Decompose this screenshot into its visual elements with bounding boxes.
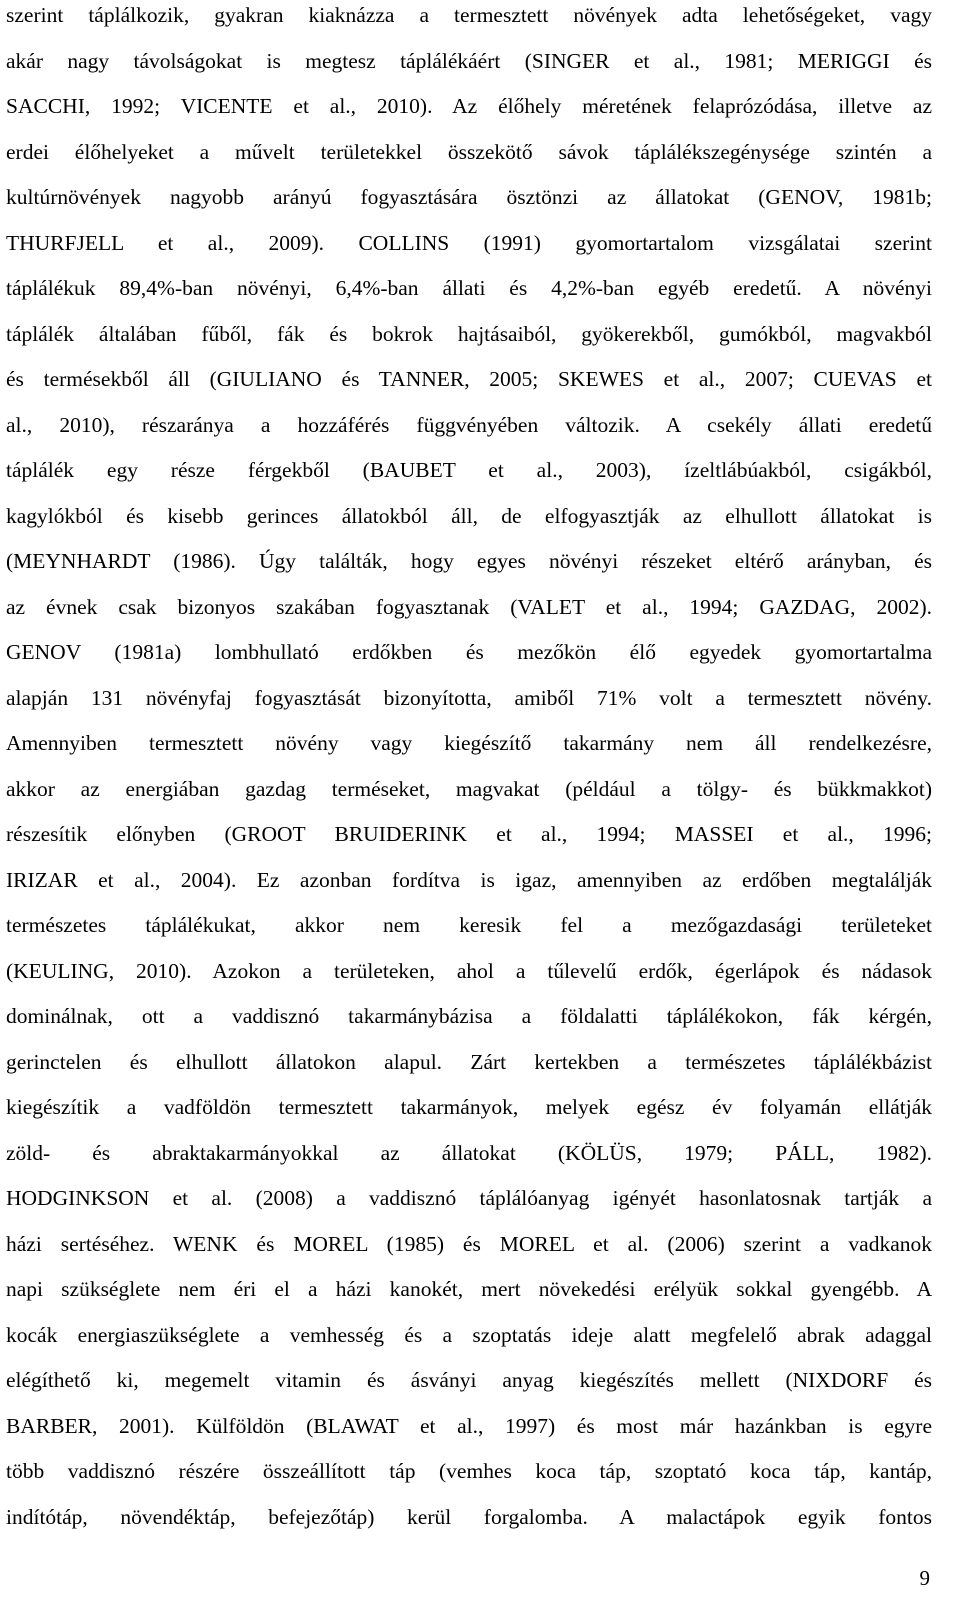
text-line: Amennyiben termesztett növény vagy kiegészítő takarmány nem áll rendelkezésre, (6, 731, 932, 755)
text-line: akár nagy távolságokat is megtesz táplálékáért (SINGER et al., 1981; MERIGGI és (6, 48, 932, 73)
text-line: alapján 131 növényfaj fogyasztását bizonyította, amiből 71% volt a termesztett növény. (6, 685, 932, 710)
text-line: erdei élőhelyeket a művelt területekkel összekötő sávok táplálékszegénysége szintén a (6, 139, 932, 164)
text-line: (KEULING, 2010). Azokon a területeken, ahol a tűlevelű erdők, égerlápok és nádasok (6, 958, 932, 983)
text-line: részesítik előnyben (GROOT BRUIDERINK et al., 1994; MASSEI et al., 1996; (6, 822, 932, 846)
page-number: 9 (919, 1566, 930, 1590)
text-line: szerint táplálkozik, gyakran kiaknázza a termesztett növények adta lehetőségeket, vagy (6, 3, 932, 27)
text-line: gerinctelen és elhullott állatokon alapul. Zárt kertekben a természetes táplálékbázist (6, 1049, 932, 1074)
text-line: akkor az energiában gazdag terméseket, magvakat (például a tölgy- és bükkmakkot) (6, 776, 932, 801)
text-line: HODGINKSON et al. (2008) a vaddisznó táplálóanyag igényét hasonlatosnak tartják a (6, 1186, 932, 1210)
text-line: házi sertéséhez. WENK és MOREL (1985) és MOREL et al. (2006) szerint a vadkanok (6, 1231, 932, 1256)
text-line: IRIZAR et al., 2004). Ez azonban fordítva is igaz, amennyiben az erdőben megtalálják (6, 867, 932, 892)
text-line: táplálék általában fűből, fák és bokrok hajtásaiból, gyökerekből, gumókból, magvakból (6, 321, 932, 346)
text-line: dominálnak, ott a vaddisznó takarmánybázisa a földalatti táplálékokon, fák kérgén, (6, 1004, 932, 1028)
text-line: elégíthető ki, megemelt vitamin és ásványi anyag kiegészítés mellett (NIXDORF és (6, 1368, 932, 1392)
text-line: THURFJELL et al., 2009). COLLINS (1991) gyomortartalom vizsgálatai szerint (6, 230, 932, 255)
text-line: az évnek csak bizonyos szakában fogyasztanak (VALET et al., 1994; GAZDAG, 2002). (6, 594, 932, 619)
text-line: al., 2010), részaránya a hozzáférés függvényében változik. A csekély állati eredetű (6, 412, 932, 437)
text-line: (MEYNHARDT (1986). Úgy találták, hogy egyes növényi részeket eltérő arányban, és (6, 549, 932, 573)
body-paragraph (6, 0, 932, 1540)
text-line: napi szükséglete nem éri el a házi kanokét, mert növekedési erélyük sokkal gyengébb. A (6, 1277, 932, 1301)
text-line: zöld- és abraktakarmányokkal az állatokat (KÖLÜS, 1979; PÁLL, 1982). (6, 1140, 932, 1165)
text-line: SACCHI, 1992; VICENTE et al., 2010). Az élőhely méretének felaprózódása, illetve az (6, 94, 932, 118)
text-line: táplálék egy része férgekből (BAUBET et al., 2003), ízeltlábúakból, csigákból, (6, 458, 932, 482)
text-line: indítótáp, növendéktáp, befejezőtáp) kerül forgalomba. A malactápok egyik fontos (6, 1504, 932, 1529)
text-line: kultúrnövények nagyobb arányú fogyasztására ösztönzi az állatokat (GENOV, 1981b; (6, 185, 932, 209)
text-line: GENOV (1981a) lombhullató erdőkben és mezőkön élő egyedek gyomortartalma (6, 640, 932, 664)
document-page (6, 0, 932, 1610)
text-line: több vaddisznó részére összeállított táp (vemhes koca táp, szoptató koca táp, kantáp, (6, 1459, 932, 1483)
text-line: és termésekből áll (GIULIANO és TANNER, 2005; SKEWES et al., 2007; CUEVAS et (6, 367, 932, 391)
text-line: kocák energiaszükséglete a vemhesség és a szoptatás ideje alatt megfelelő abrak adaggal (6, 1322, 932, 1347)
text-line: természetes táplálékukat, akkor nem keresik fel a mezőgazdasági területeket (6, 913, 932, 937)
text-line: kiegészítik a vadföldön termesztett takarmányok, melyek egész év folyamán ellátják (6, 1095, 932, 1119)
text-line: kagylókból és kisebb gerinces állatokból áll, de elfogyasztják az elhullott állatokat is (6, 503, 932, 528)
text-line: táplálékuk 89,4%-ban növényi, 6,4%-ban állati és 4,2%-ban egyéb eredetű. A növényi (6, 276, 932, 300)
text-line: BARBER, 2001). Külföldön (BLAWAT et al., 1997) és most már hazánkban is egyre (6, 1413, 932, 1438)
